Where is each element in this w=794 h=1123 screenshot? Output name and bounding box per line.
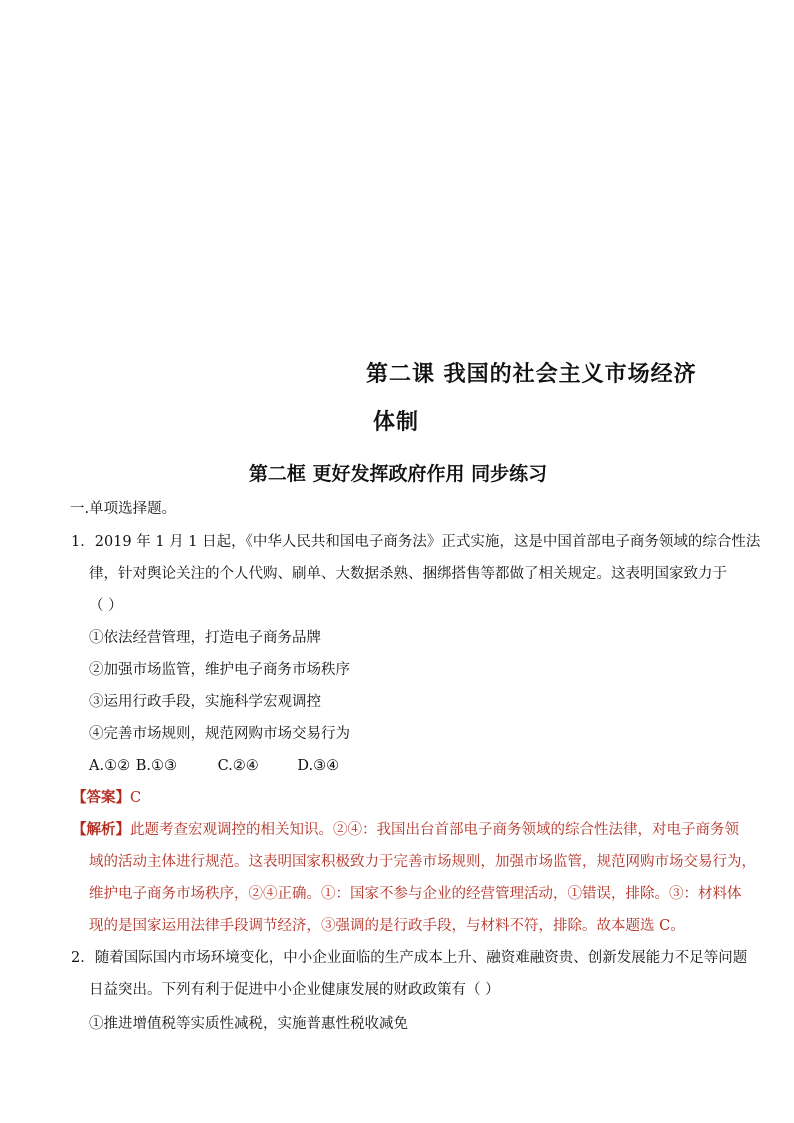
statement-3: ③运用行政手段，实施科学宏观调控 [89,694,321,710]
analysis-label: 【解析】 [72,821,130,838]
statement-4: ④完善市场规则，规范网购市场交易行为 [89,726,350,742]
analysis-line-4: 现的是国家运用法律手段调节经济，③强调的是行政手段，与材料不符，排除。故本题选 C。 [89,918,685,934]
option-a: A.①② [89,758,131,774]
option-c: C.②④ [217,758,259,774]
question-1-line-2: 律，针对舆论关注的个人代购、刷单、大数据杀熟、捆绑搭售等都做了相关规定。这表明国家致力于 [89,566,727,582]
question-text: 2019 年 1 月 1 日起，《中华人民共和国电子商务法》正式实施，这是中国首部电子商务领域的综合性法 [94,534,761,550]
question-number: 2． [71,950,95,966]
option-b: B.①③ [135,758,177,774]
statement-2: ②加强市场监管，维护电子商务市场秩序 [89,662,350,678]
lesson-title: 第二课 我国的社会主义市场经济 [366,361,697,387]
option-d: D.③④ [297,758,340,774]
analysis-text: 此题考查宏观调控的相关知识。②④：我国出台首部电子商务领域的综合性法律，对电子商务领 [130,822,739,838]
answer-value: C [130,790,142,806]
answer-label: 【答案】 [72,789,130,806]
analysis-line-1 [72,820,739,840]
question-2-line-2: 日益突出。下列有利于促进中小企业健康发展的财政政策有（ ） [89,982,500,998]
q2-statement-1: ①推进增值税等实质性减税，实施普惠性税收减免 [89,1016,408,1032]
analysis-line-2: 域的活动主体进行规范。这表明国家积极致力于完善市场规则，加强市场监管，规范网购市场交易行为， [89,854,756,870]
lesson-title-continued: 体制 [373,409,420,435]
answer-options [89,756,339,776]
question-2-line-1 [71,948,747,968]
analysis-line-3: 维护电子商务市场秩序，②④正确。①：国家不参与企业的经营管理活动，①错误，排除。③：材料体 [89,886,742,902]
question-1-line-1 [71,532,760,552]
question-1-blank: （ ） [89,598,123,614]
section-title: 第二框 更好发挥政府作用 同步练习 [248,463,548,485]
answer-line [72,788,141,808]
statement-1: ①依法经营管理，打造电子商务品牌 [89,630,321,646]
section-heading: 一.单项选择题。 [70,501,177,517]
question-text: 随着国际国内市场环境变化，中小企业面临的生产成本上升、融资难融资贵、创新发展能力不足等问题 [94,950,748,966]
question-number: 1． [71,534,95,550]
